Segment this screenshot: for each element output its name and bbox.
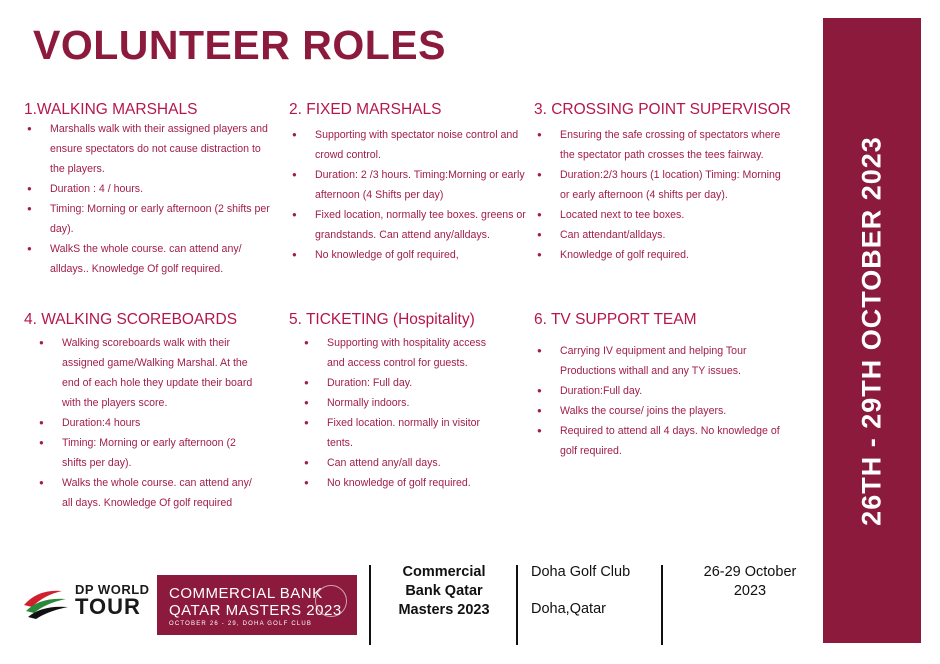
role-list xyxy=(289,125,539,265)
list-item: ● Duration: Full day. xyxy=(301,373,504,393)
list-item: ● Normally indoors. xyxy=(301,393,504,413)
role-heading: 6. TV SUPPORT TEAM xyxy=(534,311,697,328)
dp-logo-line2: TOUR xyxy=(75,594,141,619)
role-fixed-marshals xyxy=(289,101,539,265)
event-dates: 26-29 October 2023 xyxy=(703,564,797,599)
list-item: ● Fixed location, normally tee boxes. greens or grandstands. Can attend any/alldays. xyxy=(289,205,539,245)
event-logo-line3: OCTOBER 26 - 29, DOHA GOLF CLUB xyxy=(169,621,313,627)
list-item: ● Can attend any/all days. xyxy=(301,453,504,473)
role-list xyxy=(534,341,784,461)
list-item: ● Located next to tee boxes. xyxy=(534,205,784,225)
list-item: ● Fixed location. normally in visitor tents. xyxy=(301,413,504,453)
list-item: ● Walks the course/ joins the players. xyxy=(534,401,784,421)
event-logo-line1: COMMERCIAL BANK xyxy=(169,585,323,602)
role-ticketing xyxy=(289,311,504,493)
list-item: ● Timing: Morning or early afternoon (2 shifts per day). xyxy=(24,199,274,239)
footer-divider xyxy=(369,565,371,645)
list-item: ● WalkS the whole course. can attend any/ alldays.. Knowledge Of golf required. xyxy=(24,239,274,279)
page-title: VOLUNTEER ROLES xyxy=(33,22,446,68)
swoosh-icon xyxy=(22,583,70,623)
list-item: ● No knowledge of golf required, xyxy=(289,245,539,265)
dp-logo-line1: DP WORLD xyxy=(75,582,150,597)
role-heading: 3. CROSSING POINT SUPERVISOR xyxy=(534,101,791,118)
event-name: Commercial Bank Qatar Masters 2023 xyxy=(398,564,490,618)
role-tv-support-team xyxy=(534,311,784,461)
role-heading: 5. TICKETING (Hospitality) xyxy=(289,311,475,328)
list-item: ● Duration:2/3 hours (1 location) Timing: Morning or early afternoon (4 shifts per day). xyxy=(534,165,784,205)
list-item: ● Timing: Morning or early afternoon (2 shifts per day). xyxy=(36,433,254,473)
role-walking-marshals xyxy=(24,101,274,279)
list-item: ● Walking scoreboards walk with their assigned game/Walking Marshal. At the end of each hole they update their board with the players score. xyxy=(36,333,254,413)
role-walking-scoreboards xyxy=(24,311,254,513)
role-heading: 4. WALKING SCOREBOARDS xyxy=(24,311,238,328)
footer-divider xyxy=(516,565,518,645)
event-logo xyxy=(157,575,357,635)
role-crossing-point-supervisor xyxy=(534,101,791,265)
list-item: ● Can attendant/alldays. xyxy=(534,225,784,245)
footer-divider xyxy=(661,565,663,645)
role-list xyxy=(24,119,274,279)
list-item: ● No knowledge of golf required. xyxy=(301,473,504,493)
role-list xyxy=(289,333,504,493)
list-item: ● Carrying IV equipment and helping Tour Productions withall and any TY issues. xyxy=(534,341,784,381)
list-item: ● Required to attend all 4 days. No knowledge of golf required. xyxy=(534,421,784,461)
list-item: ● Duration : 4 / hours. xyxy=(24,179,274,199)
list-item: ● Duration:4 hours xyxy=(36,413,254,433)
list-item: ● Ensuring the safe crossing of spectators where the spectator path crosses the tees fairway. xyxy=(534,125,784,165)
list-item: ● Duration: 2 /3 hours. Timing:Morning or early afternoon (4 Shifts per day) xyxy=(289,165,539,205)
list-item: ● Marshalls walk with their assigned players and ensure spectators do not cause distraction to the players. xyxy=(24,119,274,179)
list-item: ● Duration:Full day. xyxy=(534,381,784,401)
date-sidebar xyxy=(823,18,921,643)
list-item: ● Walks the whole course. can attend any/ all days. Knowledge Of golf required xyxy=(36,473,254,513)
venue-name: Doha Golf Club xyxy=(531,564,631,580)
venue-location: Doha,Qatar xyxy=(531,601,606,617)
list-item: ● Supporting with spectator noise control and crowd control. xyxy=(289,125,539,165)
role-heading: 2. FIXED MARSHALS xyxy=(289,101,442,118)
role-list xyxy=(24,333,254,513)
dp-world-tour-logo xyxy=(22,583,152,623)
event-logo-line2: QATAR MASTERS 2023 xyxy=(169,602,342,619)
sidebar-date-text: 26TH - 29TH OCTOBER 2023 xyxy=(856,135,887,526)
list-item: ● Supporting with hospitality access and access control for guests. xyxy=(301,333,504,373)
golf-ball-icon xyxy=(315,585,347,617)
role-heading: 1.WALKING MARSHALS xyxy=(24,101,198,118)
role-list xyxy=(534,125,784,265)
list-item: ● Knowledge of golf required. xyxy=(534,245,784,265)
